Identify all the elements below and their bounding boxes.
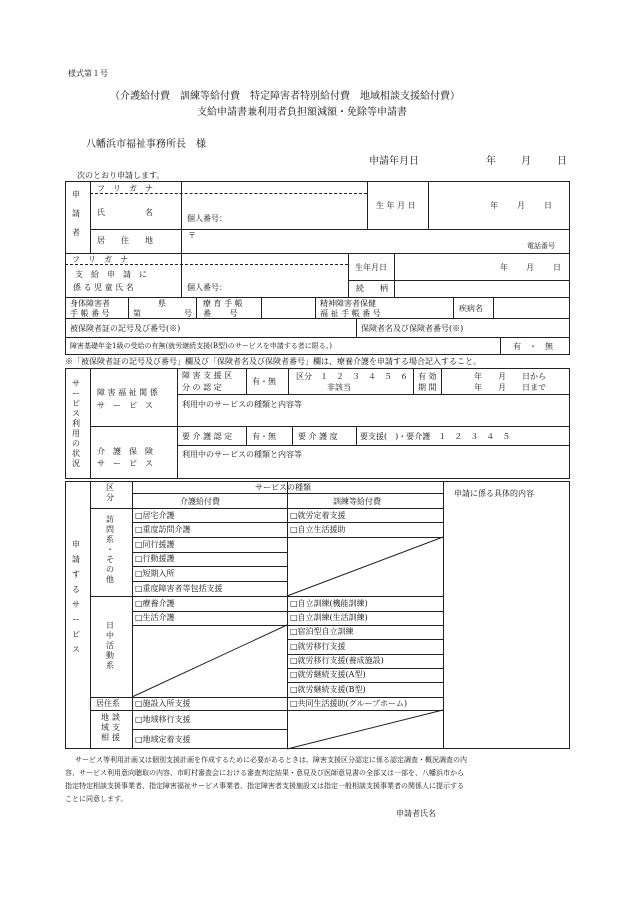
application-date-label: 申請年月日 xyxy=(369,156,419,167)
applicant-furigana-label: フ リ ガ ナ xyxy=(97,184,153,193)
service-life-care[interactable]: □生活介護 xyxy=(135,613,175,622)
service-community-settlement[interactable]: □地域定着支援 xyxy=(135,735,191,744)
application-day: 日 xyxy=(557,156,567,167)
usage-side-label: サ ー ビ ス 利 用 の 状 況 xyxy=(72,379,80,468)
consent-line1: サービス等利用計画又は個別支援計画を作成するために必要があるときは、障害支援区分認定に係る認定調査・概況調査の内 xyxy=(75,756,467,764)
physical-notebook-label1: 身体障害者 xyxy=(70,299,110,308)
service-behavior-support[interactable]: □行動援護 xyxy=(135,554,175,563)
service-facility-admission[interactable]: □施設入所支援 xyxy=(135,699,191,708)
service-employment-retention[interactable]: □就労定着支援 xyxy=(290,511,346,520)
service-accompany[interactable]: □同行援護 xyxy=(135,540,175,549)
num-label: 号 xyxy=(184,309,192,318)
valid-from: 年 月 日から xyxy=(474,372,546,381)
service-function-training[interactable]: □自立訓練(機能訓練) xyxy=(290,599,368,608)
disease-label: 疾病名 xyxy=(459,304,483,313)
care-insurance-label1: 介 護 保 険 xyxy=(97,447,153,456)
child-dob-month: 月 xyxy=(526,263,534,272)
form-number: 様式第１号 xyxy=(68,69,108,78)
child-dob-day: 日 xyxy=(553,263,561,272)
postal-mark: 〒 xyxy=(188,231,196,240)
relation-label: 続 柄 xyxy=(356,284,388,293)
insurance-note: ※「被保険者証の記号及び番号」欄及び「保険者名及び保険者番号」欄は、療養介護を申請する場合記入すること。 xyxy=(65,357,481,366)
physical-notebook-label2: 手 帳 番 号 xyxy=(70,309,110,318)
rehab-notebook-label2: 番 号 xyxy=(203,309,238,318)
service-employment-b[interactable]: □就労継続支援(B型) xyxy=(290,685,366,694)
mental-notebook-label1: 精神障害者保健 xyxy=(320,299,376,308)
support-category-has[interactable]: 有・無 xyxy=(252,377,276,386)
local-category-label-b: 談 支 援 xyxy=(112,713,120,742)
using-services-label: 利用中のサービスの種類と内容等 xyxy=(182,400,302,409)
applicant-dob-day: 日 xyxy=(544,201,552,210)
child-label-line1: 支 給 申 請 に xyxy=(75,270,147,279)
visit-category-label: 訪 問 系 ・ そ の 他 xyxy=(106,515,114,584)
applicant-dob-month: 月 xyxy=(517,201,525,210)
welfare-service-label1: 障 害 福 祉 関 係 xyxy=(97,388,158,397)
training-benefit-label: 訓練等給付費 xyxy=(333,497,381,506)
care-levels[interactable]: 要支援( )・要介護 １ ２ ３ ４ ５ xyxy=(360,432,511,441)
care-insurance-label2: サ ー ビ ス xyxy=(97,459,153,468)
service-short-stay[interactable]: □短期入所 xyxy=(135,569,175,578)
local-category-label-a: 地 域 相 xyxy=(101,713,109,742)
day-activity-category-label: 日 中 活 動 系 xyxy=(106,621,114,670)
child-dob-year: 年 xyxy=(500,263,508,272)
care-benefit-label: 介護給付費 xyxy=(180,497,220,506)
application-month: 月 xyxy=(521,156,531,167)
form-title-line1: （介護給付費 訓練等給付費 特定障害者特別給付費 地域相談支援給付費） xyxy=(110,91,460,102)
pref-label: 県 xyxy=(158,299,166,308)
support-category-label1: 障 害 支 援 区 xyxy=(182,371,233,380)
rehab-notebook-label1: 療 育 手 帳 xyxy=(203,299,243,308)
service-group-home[interactable]: □共同生活援助(グループホーム) xyxy=(290,699,408,708)
child-personal-number-label: 個人番号： xyxy=(187,283,227,292)
signature-label: 申請者氏名 xyxy=(396,809,436,818)
service-employment-a[interactable]: □就労継続支援(A型) xyxy=(290,670,366,679)
support-class-numbers[interactable]: 区分 １ ２ ３ ４ ５ ６ xyxy=(296,372,408,381)
applicant-side-label: 申 請 者 xyxy=(72,190,80,237)
valid-until: 年 月 日まで xyxy=(474,383,546,392)
child-furigana-label: フ リ ガ ナ xyxy=(72,255,128,264)
care-cert-label: 要 介 護 認 定 xyxy=(182,432,233,441)
consent-line4: ことに同意します。 xyxy=(65,795,128,803)
valid-label1: 有 効 xyxy=(418,372,437,381)
applicant-name-label: 氏 名 xyxy=(97,208,153,217)
using-care-services-label: 利用中のサービスの種類と内容等 xyxy=(182,450,302,459)
welfare-service-label2: サ ー ビ ス xyxy=(97,401,153,410)
service-community-transition[interactable]: □地域移行支援 xyxy=(135,715,191,724)
care-level-label: 要 介 護 度 xyxy=(298,432,338,441)
addressee: 八幡浜市福祉事務所長 様 xyxy=(86,139,206,150)
applicant-dob-year: 年 xyxy=(490,201,498,210)
form-title-line2: 支給申請書兼利用者負担額減額・免除等申請書 xyxy=(197,107,407,118)
support-category-label2: 分 の 認 定 xyxy=(182,383,222,392)
child-label-line2: 係 る 児 童 氏 名 xyxy=(73,283,134,292)
service-kind-label: サービスの種類 xyxy=(255,483,311,492)
no-label: 第 xyxy=(133,309,141,318)
insurer-label: 保険者名及び保険者番号(※) xyxy=(361,324,464,333)
services-side-label: 申 請 す る サ ー ビ ス xyxy=(72,540,80,654)
child-dob-label: 生年月日 xyxy=(355,263,387,272)
service-home-care[interactable]: □居宅介護 xyxy=(135,511,175,520)
mental-notebook-label2: 福 祉 手 帳 番 号 xyxy=(320,309,381,318)
application-year: 年 xyxy=(486,156,496,167)
visit-train-empty-slash xyxy=(287,537,443,596)
kubun-label: 区 分 xyxy=(106,483,114,502)
specific-content-label: 申請に係る具体的内容 xyxy=(454,489,534,498)
valid-label2: 期 間 xyxy=(418,383,437,392)
pension-yes-no[interactable]: 有 ・ 無 xyxy=(513,342,553,351)
service-life-training[interactable]: □自立訓練(生活訓練) xyxy=(290,613,368,622)
consent-line3: 指定特定相談支援事業者、指定障害福祉サービス事業者、指定障害者支援施設又は指定一般相談支援事業者の関係人に提示する xyxy=(65,782,464,790)
pension-label: 障害基礎年金1級の受給の有無(就労継続支援(B型)のサービスを申請する者に限る。) xyxy=(70,342,333,350)
service-severe-visit-care[interactable]: □重度訪問介護 xyxy=(135,525,191,534)
service-residential-training[interactable]: □宿泊型自立訓練 xyxy=(290,627,354,636)
insured-card-label: 被保険者証の記号及び番号(※) xyxy=(70,324,181,333)
applicant-address-label: 居 住 地 xyxy=(97,236,153,245)
service-severe-comprehensive[interactable]: □重度障害者等包括支援 xyxy=(135,584,223,593)
care-cert-has[interactable]: 有・無 xyxy=(252,432,276,441)
applicant-dob-label: 生 年 月 日 xyxy=(376,201,416,210)
service-employment-transition[interactable]: □就労移行支援 xyxy=(290,642,346,651)
not-applicable[interactable]: 非該当 xyxy=(327,383,351,392)
service-medical-care[interactable]: □療養介護 xyxy=(135,599,175,608)
day-care-empty-slash xyxy=(132,625,287,697)
consent-line2: 容、サービス利用意向聴取の内容、市町村審査会における審査判定結果・意見及び医師意見書の全部又は一部を、八幡浜市から xyxy=(65,769,464,777)
service-independent-living[interactable]: □自立生活援助 xyxy=(290,525,346,534)
local-train-empty-slash xyxy=(287,710,443,749)
residential-category-label: 居住系 xyxy=(96,699,120,708)
intro-text: 次のとおり申請します。 xyxy=(77,171,165,180)
phone-label: 電話番号 xyxy=(527,242,555,250)
service-employment-transition-school[interactable]: □就労移行支援(養成施設) xyxy=(290,656,384,665)
applicant-personal-number-label: 個人番号： xyxy=(187,214,227,223)
